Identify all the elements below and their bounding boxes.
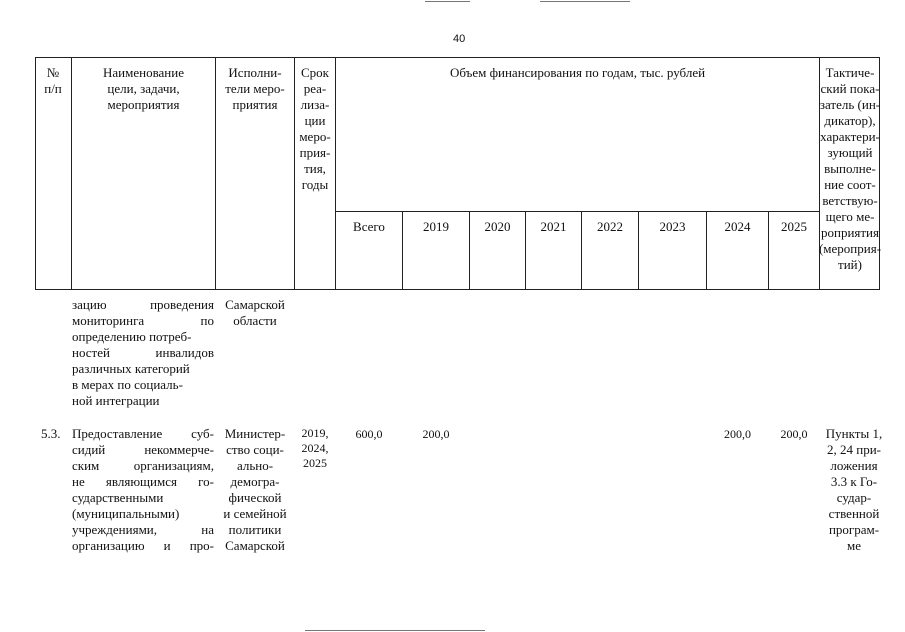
header-col-total: Всего: [353, 219, 385, 234]
header-col-2024: 2024: [724, 219, 751, 234]
header-col-2021: 2021: [540, 219, 567, 234]
header-col-2022: 2022: [597, 219, 623, 234]
header-col-2025: 2025: [781, 219, 807, 234]
row-5-3-name: Предоставление суб- сидий некоммерче- ским организациям, не являющимся го- сударственными (муниципальными) учреждениями, на организацию и про-: [72, 426, 214, 553]
continuation-executor: Самарской области: [225, 297, 285, 328]
row-5-3-2024: 200,0: [724, 427, 751, 441]
header-name: Наименование цели, задачи, мероприятия: [103, 65, 184, 112]
row-5-3-2025: 200,0: [780, 427, 808, 441]
continuation-name: зацию проведения мониторинга по определению потреб- ностей инвалидов различных категорий в мерах по социаль- ной интеграции: [72, 297, 214, 408]
row-5-3-term: 2019, 2024, 2025: [301, 426, 329, 470]
row-5-3-executor: Министер- ство соци- ально- демогра- фической и семейной политики Самарской: [223, 426, 287, 553]
scan-artifact: [305, 630, 485, 631]
header-col-2023: 2023: [659, 219, 686, 234]
row-5-3-2019: 200,0: [422, 427, 450, 441]
header-executors: Исполни- тели меро- приятия: [225, 65, 285, 112]
header-indicator: Тактиче- ский пока- затель (ин- дикатор), характери- зующий выполне- ние соот- ветствую- щего ме- роприятия (мероприя- тий): [818, 65, 882, 272]
scan-artifact: [425, 1, 470, 2]
page-number: 40: [453, 33, 466, 45]
row-5-3-indicator: Пункты 1, 2, 24 при- ложения 3.3 к Го- судар- ственной програм- ме: [825, 426, 883, 553]
row-5-3-total: 600,0: [355, 427, 383, 441]
scan-artifact: [540, 1, 630, 2]
header-funding-title: Объем финансирования по годам, тыс. рублей: [449, 65, 706, 80]
header-col-2020: 2020: [484, 219, 511, 234]
row-5-3-num: 5.3.: [41, 426, 61, 441]
header-term: Срок реа- лиза- ции меро- прия- тия, годы: [299, 65, 331, 192]
header-col-2019: 2019: [423, 219, 449, 234]
header-num: № п/п: [44, 65, 62, 96]
